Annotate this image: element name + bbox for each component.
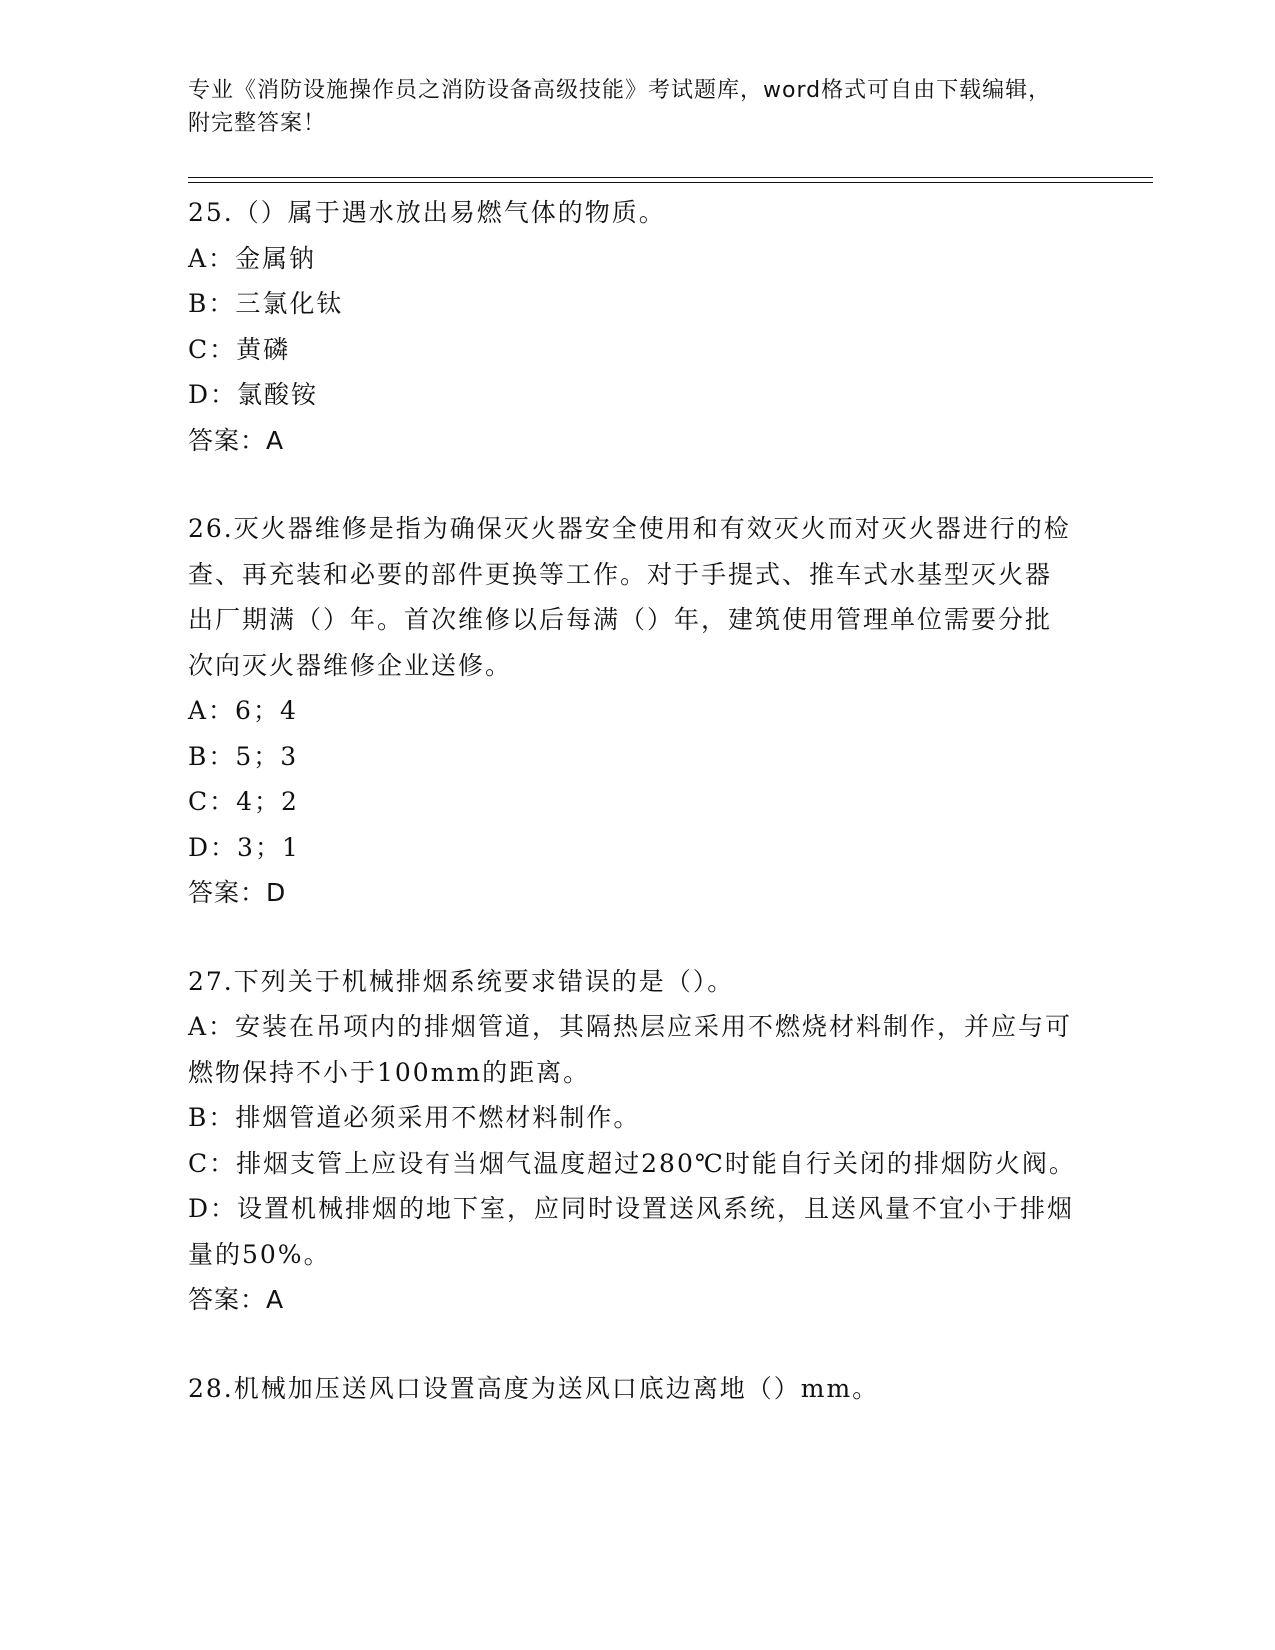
option-b: B：5；3 — [188, 741, 299, 771]
option-a: A：金属钠 — [188, 243, 317, 273]
option-b: B：三氯化钛 — [188, 289, 344, 318]
option-a: A：6；4 — [188, 696, 298, 725]
question-stem: 28.机械加压送风口设置高度为送风口底边离地（）mm。 — [188, 1373, 880, 1403]
question-list — [188, 190, 1078, 1454]
option-b: B：排烟管道必须采用不燃材料制作。 — [188, 1103, 641, 1132]
answer-line: 答案：A — [188, 425, 285, 455]
question-27 — [188, 959, 1078, 1323]
header-divider-bottom — [188, 182, 1153, 183]
question-25 — [188, 190, 1078, 463]
answer-line: 答案：D — [188, 878, 287, 907]
option-d: D：设置机械排烟的地下室，应同时设置送风系统，且送风量不宜小于排烟量的50%。 — [188, 1194, 1075, 1269]
option-c: C：4；2 — [188, 787, 299, 816]
question-stem: 27.下列关于机械排烟系统要求错误的是（）。 — [188, 966, 735, 996]
option-c: C：排烟支管上应设有当烟气温度超过280℃时能自行关闭的排烟防火阀。 — [188, 1148, 1076, 1178]
answer-line: 答案：A — [188, 1285, 285, 1314]
question-stem: 26.灭火器维修是指为确保灭火器安全使用和有效灭火而对灭火器进行的检查、再充装和必要的部件更换等工作。对于手提式、推车式水基型灭火器出厂期满（）年。首次维修以后每满（）年，建筑使用管理单位需要分批次向灭火器维修企业送修。 — [188, 514, 1071, 680]
question-stem: 25.（）属于遇水放出易燃气体的物质。 — [188, 198, 666, 227]
document-header: 专业《消防设施操作员之消防设备高级技能》考试题库，word格式可自由下载编辑，附完整答案！ — [188, 78, 1052, 136]
option-d: D：氯酸铵 — [188, 380, 319, 409]
header-divider-top — [188, 177, 1153, 178]
option-a: A：安装在吊项内的排烟管道，其隔热层应采用不燃烧材料制作，并应与可燃物保持不小于100mm的距离。 — [188, 1012, 1073, 1087]
option-c: C：黄磷 — [188, 334, 291, 364]
option-d: D：3；1 — [188, 832, 300, 862]
question-26 — [188, 506, 1078, 916]
question-28 — [188, 1366, 1078, 1412]
